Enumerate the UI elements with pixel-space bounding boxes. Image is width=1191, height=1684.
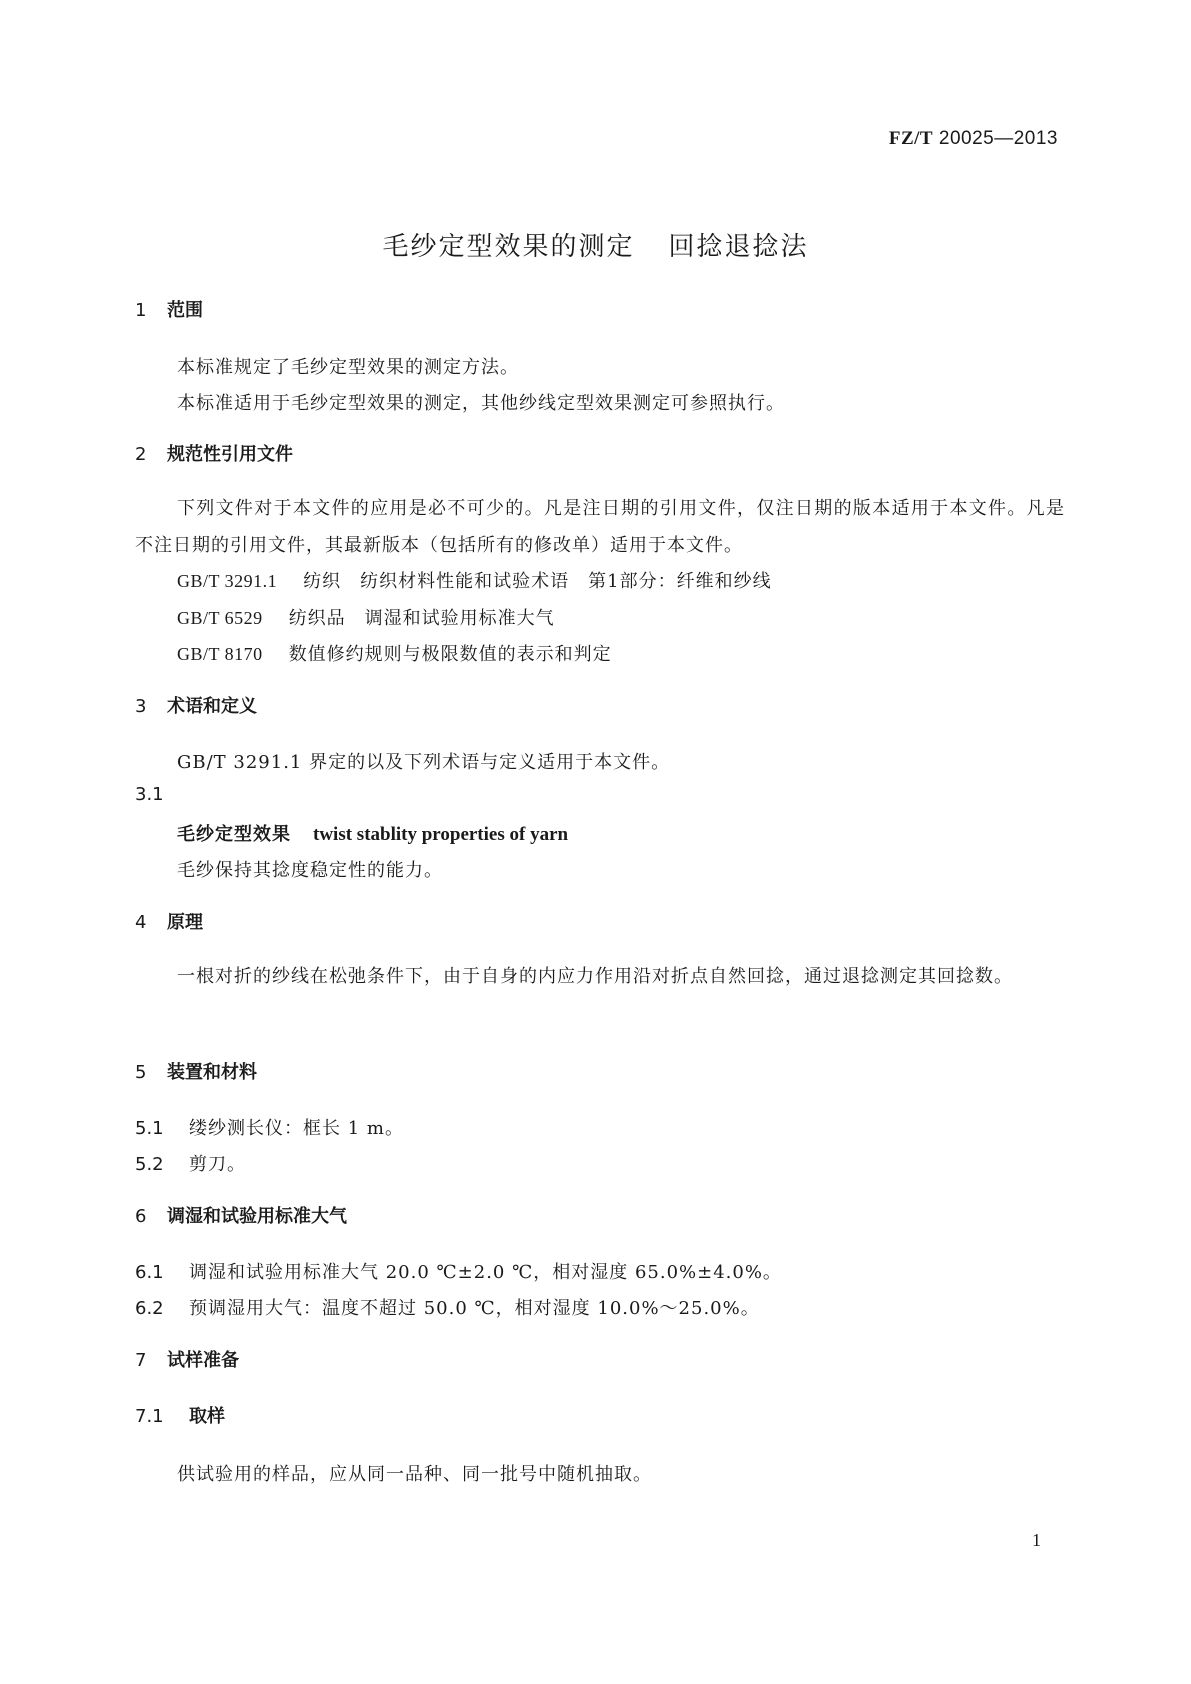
term-english: twist stablity properties of yarn [313, 824, 569, 845]
reference-item [177, 640, 612, 666]
paragraph: GB/T 3291.1 界定的以及下列术语与定义适用于本文件。 [177, 752, 671, 773]
reference-code: GB/T 6529 [177, 608, 263, 628]
reference-title: 数值修约规则与极限数值的表示和判定 [288, 644, 612, 665]
section-title: 术语和定义 [167, 696, 257, 717]
standard-code-prefix: FZ/T [888, 128, 934, 149]
clause-number: 5.2 [135, 1154, 164, 1175]
term-chinese: 毛纱定型效果 [177, 824, 291, 845]
section-heading-5 [135, 1058, 257, 1084]
standard-code [889, 128, 1058, 150]
reference-item [177, 604, 555, 630]
section-title: 原理 [167, 912, 203, 933]
section-number: 6 [135, 1206, 147, 1227]
section-heading-3 [135, 692, 257, 718]
section-title: 调湿和试验用标准大气 [167, 1206, 347, 1227]
page-number: 1 [1032, 1530, 1041, 1550]
section-number: 5 [135, 1062, 147, 1083]
paragraph: 供试验用的样品，应从同一品种、同一批号中随机抽取。 [177, 1464, 652, 1485]
reference-title: 纺织品 调湿和试验用标准大气 [288, 608, 555, 629]
section-title: 规范性引用文件 [167, 444, 293, 465]
numbered-clause [135, 1294, 760, 1320]
section-heading-4 [135, 908, 203, 934]
section-heading-1 [135, 296, 203, 322]
section-number: 3 [135, 696, 147, 717]
clause-number: 6.1 [135, 1262, 164, 1283]
section-number: 1 [135, 300, 147, 321]
paragraph: 一根对折的纱线在松弛条件下，由于自身的内应力作用沿对折点自然回捻，通过退捻测定其回捻数。 [177, 966, 1013, 987]
subsection-number: 7.1 [135, 1406, 164, 1427]
paragraph: 本标准适用于毛纱定型效果的测定，其他纱线定型效果测定可参照执行。 [177, 393, 785, 414]
title-method: 回捻退捻法 [668, 232, 809, 262]
numbered-clause [135, 1114, 404, 1140]
clause-text: 剪刀。 [189, 1154, 246, 1175]
reference-code: GB/T 8170 [177, 644, 263, 664]
clause-text: 调湿和试验用标准大气 20.0 ℃±2.0 ℃，相对湿度 65.0%±4.0%。 [189, 1262, 782, 1283]
section-title: 试样准备 [167, 1350, 239, 1371]
term-entry [177, 820, 568, 846]
section-number: 4 [135, 912, 147, 933]
clause-text: 预调湿用大气：温度不超过 50.0 ℃，相对湿度 10.0%～25.0%。 [189, 1298, 760, 1319]
numbered-clause [135, 1258, 782, 1284]
clause-text: 缕纱测长仪：框长 1 m。 [189, 1118, 404, 1139]
section-number: 2 [135, 444, 147, 465]
subsection-heading-7-1 [135, 1402, 225, 1428]
reference-code: GB/T 3291.1 [177, 571, 278, 591]
term-definition: 毛纱保持其捻度稳定性的能力。 [177, 860, 443, 881]
title-main: 毛纱定型效果的测定 [382, 232, 635, 262]
paragraph: 本标准规定了毛纱定型效果的测定方法。 [177, 357, 519, 378]
subsection-title: 取样 [189, 1406, 225, 1427]
section-title: 范围 [167, 300, 203, 321]
term-number: 3.1 [135, 784, 164, 805]
reference-item [177, 567, 772, 593]
section-title: 装置和材料 [167, 1062, 257, 1083]
clause-number: 5.1 [135, 1118, 164, 1139]
clause-number: 6.2 [135, 1298, 164, 1319]
numbered-clause [135, 1150, 246, 1176]
section-heading-7 [135, 1346, 239, 1372]
section-heading-6 [135, 1202, 347, 1228]
paragraph: 下列文件对于本文件的应用是必不可少的。凡是注日期的引用文件，仅注日期的版本适用于本文件。凡是不注日期的引用文件，其最新版本（包括所有的修改单）适用于本文件。 [135, 498, 1065, 556]
standard-code-number: 20025—2013 [938, 128, 1058, 149]
document-title [0, 226, 1191, 263]
reference-title: 纺织 纺织材料性能和试验术语 第1部分：纤维和纱线 [303, 571, 772, 592]
section-number: 7 [135, 1350, 147, 1371]
section-heading-2 [135, 440, 293, 466]
